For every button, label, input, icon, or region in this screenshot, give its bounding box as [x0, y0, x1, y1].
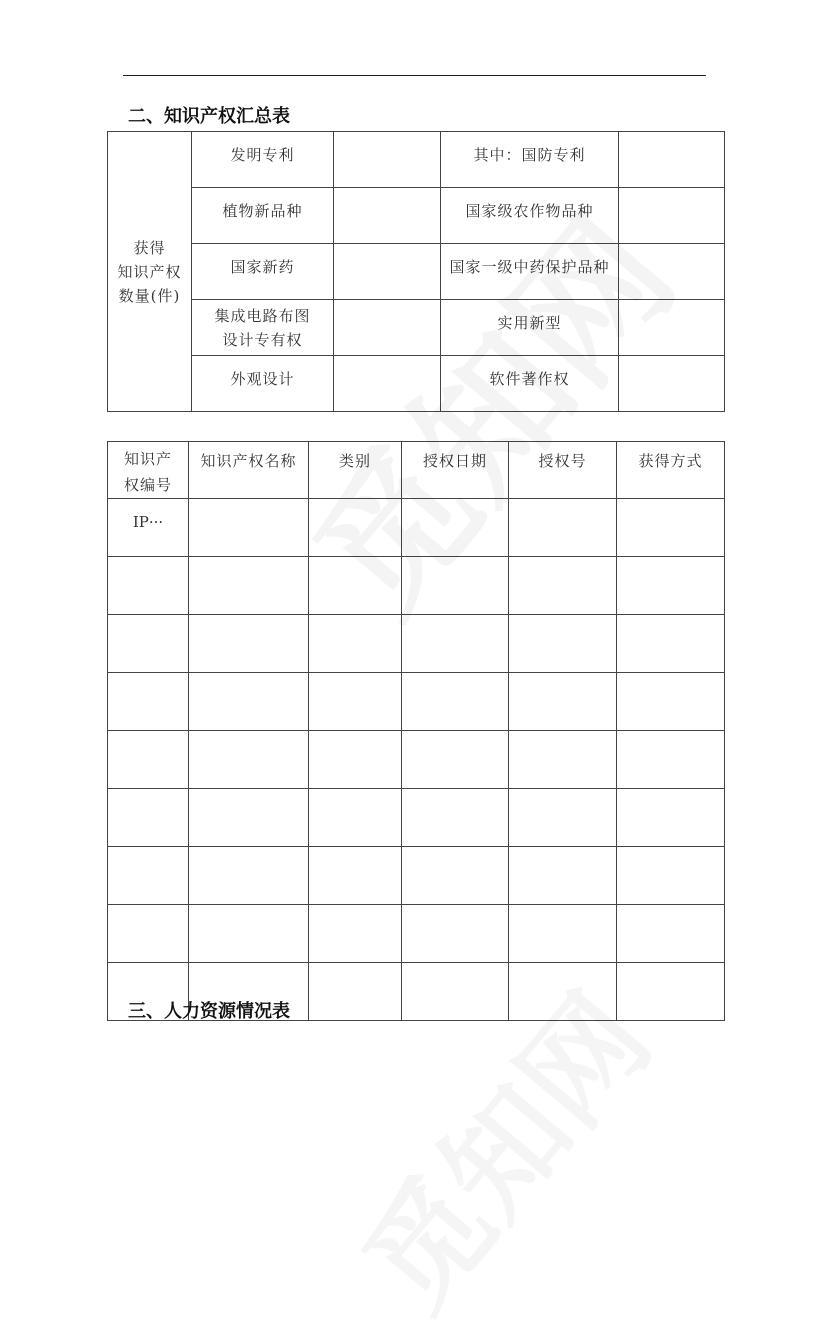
table-cell[interactable] — [509, 615, 617, 673]
table-cell[interactable] — [309, 557, 402, 615]
row-header-line: 获得 — [133, 238, 166, 257]
table-cell[interactable] — [189, 905, 309, 963]
ip-number-cell[interactable]: IP··· — [108, 499, 189, 557]
value-cell[interactable] — [619, 244, 725, 300]
label-crop-variety: 国家级农作物品种 — [441, 188, 619, 244]
table-cell[interactable] — [617, 789, 725, 847]
table-cell[interactable] — [617, 963, 725, 1021]
section-title-hr: 三、人力资源情况表 — [128, 1001, 290, 1022]
table-cell[interactable] — [108, 557, 189, 615]
label-tcm-variety: 国家一级中药保护品种 — [441, 244, 619, 300]
table-cell[interactable] — [617, 905, 725, 963]
table-cell[interactable] — [402, 499, 509, 557]
table-cell[interactable] — [402, 847, 509, 905]
top-rule — [123, 75, 706, 76]
table-cell[interactable] — [509, 673, 617, 731]
table-cell[interactable] — [402, 615, 509, 673]
label-software-copyright: 软件著作权 — [441, 356, 619, 412]
table-cell[interactable] — [309, 673, 402, 731]
table-row — [108, 244, 725, 300]
table-cell[interactable] — [617, 673, 725, 731]
value-cell[interactable] — [334, 300, 441, 356]
table-row — [108, 132, 725, 188]
table-cell[interactable] — [402, 905, 509, 963]
table-cell[interactable] — [108, 615, 189, 673]
table-row — [108, 847, 725, 905]
table-row — [108, 615, 725, 673]
table-row — [108, 300, 725, 356]
header-line: 知识产 — [123, 450, 172, 468]
table-cell[interactable] — [509, 499, 617, 557]
table-cell[interactable] — [617, 615, 725, 673]
table-cell[interactable] — [617, 557, 725, 615]
table-cell[interactable] — [108, 731, 189, 789]
table-row — [108, 673, 725, 731]
table-cell[interactable] — [189, 615, 309, 673]
value-cell[interactable] — [619, 188, 725, 244]
header-ip-number — [108, 442, 189, 499]
label-invention-patent: 发明专利 — [192, 132, 334, 188]
label-ic-layout — [192, 300, 334, 356]
header-acquisition-method: 获得方式 — [617, 442, 725, 499]
table-row — [108, 905, 725, 963]
label-new-drug: 国家新药 — [192, 244, 334, 300]
table-cell[interactable] — [189, 673, 309, 731]
header-line: 权编号 — [123, 476, 172, 494]
row-header-line: 知识产权 — [117, 262, 182, 281]
label-defense-patent: 其中：国防专利 — [441, 132, 619, 188]
table-cell[interactable] — [509, 789, 617, 847]
value-cell[interactable] — [334, 356, 441, 412]
table-row — [108, 789, 725, 847]
header-grant-date: 授权日期 — [402, 442, 509, 499]
table-cell[interactable] — [309, 905, 402, 963]
value-cell[interactable] — [619, 300, 725, 356]
table-cell[interactable] — [189, 499, 309, 557]
label-line: 设计专有权 — [222, 331, 303, 349]
table-row — [108, 356, 725, 412]
table-cell[interactable] — [509, 963, 617, 1021]
table-cell[interactable] — [509, 557, 617, 615]
table-cell[interactable] — [617, 847, 725, 905]
ip-count-row-header — [108, 132, 192, 412]
table-cell[interactable] — [509, 731, 617, 789]
table-row — [108, 188, 725, 244]
table-cell[interactable] — [402, 963, 509, 1021]
header-category: 类别 — [309, 442, 402, 499]
table-cell[interactable] — [309, 789, 402, 847]
table-cell[interactable] — [189, 557, 309, 615]
table-cell[interactable] — [402, 557, 509, 615]
table-cell[interactable] — [108, 847, 189, 905]
label-design: 外观设计 — [192, 356, 334, 412]
table-cell[interactable] — [309, 731, 402, 789]
table-cell[interactable] — [617, 731, 725, 789]
row-header-line: 数量(件) — [118, 286, 181, 305]
label-plant-variety: 植物新品种 — [192, 188, 334, 244]
table-cell[interactable] — [309, 847, 402, 905]
table-row — [108, 731, 725, 789]
label-line: 集成电路布图 — [214, 307, 311, 325]
label-utility-model: 实用新型 — [441, 300, 619, 356]
value-cell[interactable] — [334, 132, 441, 188]
table-cell[interactable] — [309, 499, 402, 557]
table-cell[interactable] — [509, 905, 617, 963]
table-cell[interactable] — [309, 615, 402, 673]
header-grant-number: 授权号 — [509, 442, 617, 499]
table-cell[interactable] — [108, 905, 189, 963]
section-title-ip-summary: 二、知识产权汇总表 — [128, 106, 290, 127]
ip-summary-table — [107, 131, 725, 412]
table-cell[interactable] — [402, 731, 509, 789]
value-cell[interactable] — [619, 356, 725, 412]
table-cell[interactable] — [617, 499, 725, 557]
value-cell[interactable] — [334, 244, 441, 300]
table-cell[interactable] — [402, 673, 509, 731]
ip-detail-table — [107, 441, 725, 1021]
table-row — [108, 499, 725, 557]
table-row — [108, 557, 725, 615]
table-cell[interactable] — [509, 847, 617, 905]
header-ip-name: 知识产权名称 — [189, 442, 309, 499]
value-cell[interactable] — [619, 132, 725, 188]
table-cell[interactable] — [402, 789, 509, 847]
table-cell[interactable] — [189, 847, 309, 905]
header-row — [108, 442, 725, 499]
table-cell[interactable] — [189, 789, 309, 847]
value-cell[interactable] — [334, 188, 441, 244]
table-cell[interactable] — [189, 731, 309, 789]
table-cell[interactable] — [108, 673, 189, 731]
table-cell[interactable] — [108, 789, 189, 847]
table-cell[interactable] — [309, 963, 402, 1021]
